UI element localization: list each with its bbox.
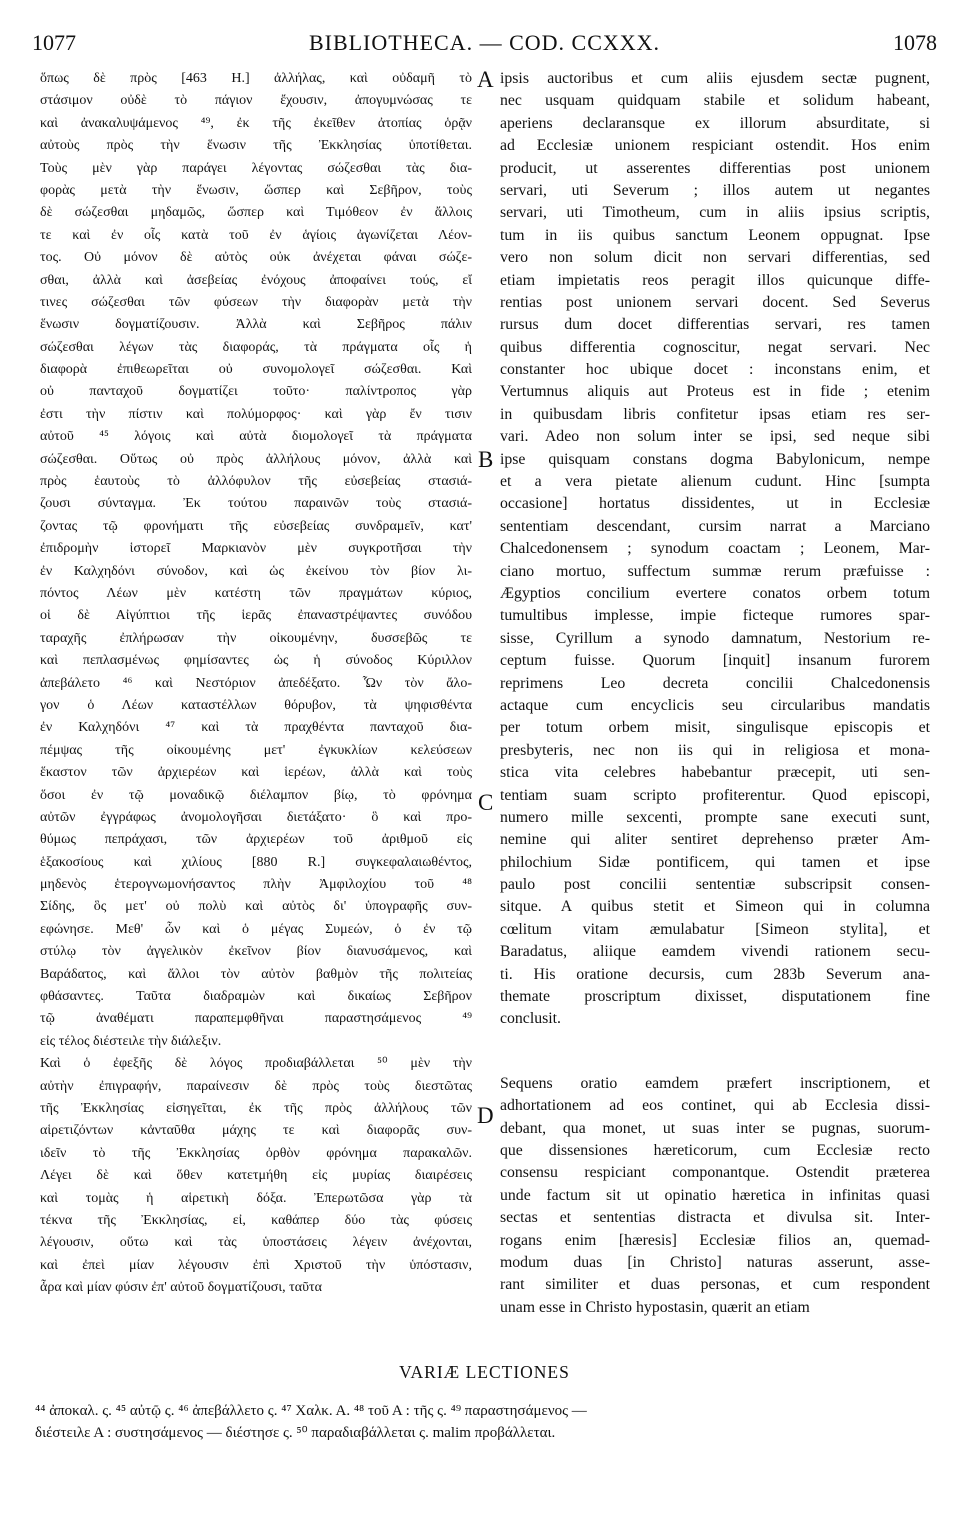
latin-text-line: et a vera pietate alienum cudunt. Hinc [sumpta [500, 473, 930, 491]
latin-text-line: servari, uti Timotheum, cum in aliis ipsius scriptis, [500, 204, 930, 222]
greek-text-line: ἕνωσιν δογματίζουσιν. Ἀλλὰ καὶ Σεβῆρος πάλιν [40, 317, 472, 333]
margin-mark-b: B [478, 447, 494, 472]
greek-text-line: πέμψας τῆς οἰκουμένης μετ' ἐγκυκλίων κελεύσεων [40, 742, 472, 758]
latin-text-line: quibus differentia cognoscitur, negat servari. Nec [500, 338, 930, 356]
greek-text-line: ζουσι σύνταγμα. Ἐκ τούτου παραινῶν τοὺς στασιά- [40, 496, 472, 512]
latin-text-line: nec usquam quidquam stabile et solidum habeant, [500, 92, 930, 110]
latin-text-line: debant, qua monet, ut suas inter se pugnas, suorum- [500, 1119, 930, 1137]
latin-text-line: rant similiter et duas personas, et cum respondent [500, 1276, 930, 1294]
greek-text-line: ἑξακοσίους καὶ χιλίους [880 R.] συγκεφαλαιωθέντος, [40, 854, 472, 870]
greek-text-line: ἆρα καὶ μίαν φύσιν ἐπ' αὐτοῦ δογματίζουσι, ταῦτα [40, 1280, 322, 1296]
latin-text-line: tumultibus implesse, impie ficteque rumores spar- [500, 607, 930, 625]
latin-text-line: vari. Adeo non solum inter se ipsi, sed neque sibi [500, 428, 930, 446]
latin-text-line: consensu respiciant componantque. Ostendit præterea [500, 1164, 930, 1182]
latin-text-line: philochium Sidæ pontificem, qui tamen et ipse [500, 853, 930, 871]
latin-text-line: ciano mortuo, suffectum summæ rerum præfuisse : [500, 562, 930, 580]
latin-text-line: cœlitum vitam æmulabatur [Simeon stylita], et [500, 920, 930, 938]
latin-text-line: constanter hoc ubique docet : inconstans enim, et [500, 361, 930, 379]
latin-text-line: unde factum sit ut opinatio hæretica in infinitas quasi [500, 1186, 930, 1204]
greek-text-line: αὐτοῦ ⁴⁵ λόγοις καὶ αὐτὰ διομολογεῖ τὰ πράγματα [40, 429, 472, 445]
greek-text-line: καὶ τομὰς ἡ αἱρετικὴ δόξα. Ἐπερωτῶσα γὰρ τὰ [40, 1190, 472, 1206]
greek-text-line: σθαι, ἀλλὰ καὶ ἀσεβείας ἐνόχους ἀποφαίνει τούς, εἴ [40, 272, 472, 288]
greek-text-line: μηδενὸς ἑτερογνωμονήσαντος πλὴν Ἀμφιλοχίου τοῦ ⁴⁸ [40, 877, 472, 893]
greek-text-line: σώζεσθαι λέγων τὰς διαφοράς, τὰ πράγματα οἷς ἡ [40, 339, 472, 355]
greek-text-line: τος. Οὐ μόνον δὲ αὐτὸς οὐκ ἀνέχεται φάναι σώζε- [40, 250, 472, 266]
latin-text-line: ceptum fuisse. Quorum [inquit] insanum furorem [500, 652, 930, 670]
latin-text-line: modum duas [in Christo] naturas asserunt, asse- [500, 1253, 930, 1271]
greek-text-line: ἐστι τὴν πίστιν καὶ πολύμορφος· καὶ γὰρ ἔν τισιν [40, 406, 472, 422]
latin-text-line: ipse quisquam constans dogma Babylonicum, nempe [500, 450, 930, 468]
greek-text-line: θύμως πεπράχασι, τῶν ἀρχιερέων τοῦ ἀριθμοῦ εἰς [40, 832, 472, 848]
greek-text-line: καὶ ἐπεὶ μίαν λέγουσιν ἐπὶ Χριστοῦ τὴν ὑπόστασιν, [40, 1257, 472, 1273]
latin-text-line: conclusit. [500, 1010, 561, 1028]
greek-column [40, 68, 472, 1343]
greek-text-line: τινες σώζεσθαι τῶν φύσεων τὴν διαφορὰν μετὰ τὴν [40, 294, 472, 310]
latin-text-line: sectas et sententias distracta et divulsa sit. Inter- [500, 1209, 930, 1227]
latin-text-line: unam esse in Christo hypostasin, quærit an etiam [500, 1298, 810, 1316]
latin-text-line: producit, ut asserentes differentias post unionem [500, 159, 930, 177]
latin-text-line: ipsis auctoribus et cum aliis ejusdem sectæ pugnent, [500, 70, 930, 87]
greek-text-line: στάσιμον οὐδὲ τὸ πάγιον ἔχουσιν, ἀπογυμνώσας τε [40, 93, 472, 109]
greek-text-line: οἱ δὲ Αἰγύπτιοι τῆς ἱερᾶς ἐπαναστρέψαντες συνόδου [40, 608, 472, 624]
greek-text-line: τῆς Ἐκκλησίας εἰσηγεῖται, ἐκ τῆς πρὸς ἀλλήλους τῶν [40, 1100, 472, 1116]
page-header [32, 30, 937, 60]
greek-text-line: Καὶ ὁ ἐφεξῆς δὲ λόγος προδιαβάλλεται ⁵⁰ μὲν τὴν [40, 1056, 472, 1072]
latin-text-line: stica vita celebres habebantur præcepit, uti sen- [500, 764, 930, 782]
variae-lectiones-notes [35, 1400, 935, 1444]
greek-text-line: φθάσαντες. Ταῦτα διαδραμὼν καὶ δικαίως Σεβῆρον [40, 989, 472, 1005]
greek-text-line: λέγουσιν, οὕτω καὶ τὰς ὑποστάσεις λέγειν ἀνέχονται, [40, 1235, 472, 1251]
latin-text-line: Ægyptios concilium evertere conatos orbem totum [500, 584, 930, 602]
greek-text-line: διαφορὰ ἐπιθεωρεῖται οὐ συνομολογεῖ σώζεσθαι. Καὶ [40, 362, 472, 378]
greek-text-line: ιδεῖν τὸ τῆς Ἐκκλησίας ὀρθὸν φρόνημα παρακαλῶν. [40, 1145, 472, 1161]
latin-text-line: rentias post unionem servari docent. Sed Severus [500, 293, 930, 311]
latin-text-line: adhortationem ad eos continet, qui ab Ecclesia dissi- [500, 1097, 930, 1115]
greek-text-line: φορὰς μετὰ τὴν ἕνωσιν, ὥσπερ καὶ Σεβῆρον, τοὺς [40, 182, 472, 198]
greek-text-line: καὶ πεπλασμένως φημίσαντες ὡς ἡ σύνοδος Κύριλλον [40, 653, 472, 669]
latin-text-line: per totum orbem misit, singulisque episcopis et [500, 719, 930, 737]
latin-text-line: Sequens oratio eamdem præfert inscriptionem, et [500, 1074, 930, 1092]
latin-text-line: rogans enim [hæresis] Ecclesiæ filios an, quemad- [500, 1231, 930, 1249]
paragraph-gap [500, 1031, 930, 1073]
latin-text-line: Vertumnus aliquis aut Proteus est in fide ; etenim [500, 383, 930, 401]
latin-text-line: sitque. A quibus stetit et Simeon qui in columna [500, 898, 930, 916]
greek-text-line: εἰς τέλος διέστειλε τὴν διάλεξιν. [40, 1033, 222, 1049]
greek-text-line: ζοντας τῷ φρονήματι τῆς εὐσεβείας συνδραμεῖν, κατ' [40, 518, 472, 534]
greek-text-line: ταραχῆς ἐπλήρωσαν τὴν οἰκουμένην, δυσσεβῶς τε [40, 630, 472, 646]
margin-mark-c: C [478, 790, 494, 815]
greek-text-line: τε καὶ ἐν οἷς κατὰ τοῦ ἐν ἁγίοις ἀγωνίζεται Λέον- [40, 227, 472, 243]
latin-text-line: numero mille sexcenti, prompte sane executi sunt, [500, 808, 930, 826]
greek-text-line: αὐτοὺς πρὸς τὴν ἕνωσιν τῆς Ἐκκλησίας ὑποτίθεται. [40, 138, 472, 154]
greek-text-line: ἕκαστον τῶν ἀρχιερέων καὶ ἱερέων, ἀλλὰ καὶ τοὺς [40, 765, 472, 781]
variae-lectiones-title: VARIÆ LECTIONES [399, 1362, 570, 1382]
latin-text-line: ti. His oratione decursis, cum 283b Severum ana- [500, 965, 930, 983]
left-page-number: 1077 [32, 30, 76, 55]
right-page-number: 1078 [893, 30, 937, 55]
greek-text-line: Τοὺς μὲν γὰρ παράγει λέγοντας σώζεσθαι τὰς δια- [40, 160, 472, 176]
variant-reading-line: ⁴⁴ ἀποκαλ. ς. ⁴⁵ αὐτῷ ς. ⁴⁶ ἀπεβάλλετο ς. ⁴⁷ Χαλκ. Α. ⁴⁸ τοῦ Α : τῆς ς. ⁴⁹ παραστησάμενος — [35, 1403, 587, 1419]
greek-text-line: αὐτὴν ἐπιγραφήν, παραίνεσιν δὲ πρὸς τοὺς διεστῶτας [40, 1078, 472, 1094]
latin-text-line: sententiam descendant, cursim narrat a Marciano [500, 517, 930, 535]
greek-text-line: εφώνησε. Μεθ' ὧν καὶ ὁ μέγας Συμεών, ὁ ἐν τῷ [40, 921, 472, 937]
latin-text-line: vero non solum dicit non servari differentias, sed [500, 249, 930, 267]
latin-text-line: etiam impietatis reos peragit illos quicunque diffe- [500, 271, 930, 289]
margin-mark-d: D [477, 1103, 494, 1128]
margin-mark-a: A [477, 67, 494, 92]
latin-text-line: Chalcedonensem ; synodum coactam ; Leonem, Mar- [500, 540, 930, 558]
greek-text-line: ἀπεβάλετο ⁴⁶ καὶ Νεστόριον ἀπεδέξατο. Ὧν τὸν ἄλο- [40, 675, 472, 691]
latin-text-line: in quibusdam libris confitetur ipsas etiam res ser- [500, 405, 930, 423]
latin-text-line: tentiam suam scripto profiterentur. Quod episcopi, [500, 786, 930, 804]
greek-text-line: καὶ ἀνακαλυψάμενος ⁴⁹, ἐκ τῆς ἐκεῖθεν ἀτοπίας ὁρᾷν [40, 115, 472, 131]
greek-text-line: ἐν Καλχηδόνι σύνοδον, καὶ ὡς ἐκείνου τὸν βίον λι- [40, 563, 472, 579]
greek-text-line: αὐτῶν ἐγγράφως ἀνομολογῆσαι διετάξατο· ὃ καὶ προ- [40, 809, 472, 825]
greek-text-line: γον ὁ Λέων καταστέλλων θόρυβον, τὰ ψηφισθέντα [40, 697, 472, 713]
latin-text-line: themate proscriptum dixisset, disputationem fine [500, 988, 930, 1006]
greek-text-line: Σίδης, ὃς μετ' οὐ πολὺ καὶ αὐτὸς δι' ὑπογραφῆς συν- [40, 899, 472, 915]
greek-text-line: ἐπιδρομὴν ἱστορεῖ Μαρκιανὸν μὲν συγκροτῆσαι τὴν [40, 541, 472, 557]
latin-text-line: Baradatus, aliique eamdem vivendi rationem secu- [500, 943, 930, 961]
latin-text-line: rursus dum docet differentias servari, res tamen [500, 316, 930, 334]
latin-text-line: que dissensiones hæreticorum, cum Ecclesiæ recto [500, 1141, 930, 1159]
greek-text-line: αἱρετιζόντων κἀνταῦθα μάχης τε καὶ διαφορᾶς συν- [40, 1123, 472, 1139]
latin-column [500, 68, 930, 1343]
latin-text-line: presbyteris, nec non iis qui in religiosa et mona- [500, 741, 930, 759]
greek-text-line: οὐ πανταχοῦ δογματίζει τοῦτο· παλίντροπος γὰρ [40, 384, 472, 400]
latin-text-line: occasione] hortatus dissidentes, ut in Ecclesiæ [500, 495, 930, 513]
greek-text-line: τῷ ἀναθέματι παραπεμφθῆναι παραστησάμενος ⁴⁹ [40, 1011, 472, 1027]
greek-text-line: ὅσοι ἐν τῷ μοναδικῷ διέλαμπον βίῳ, τὸ φρόνημα [40, 787, 472, 803]
greek-text-line: πόντος Λέων μὲν κατέστη τῶν πραγμάτων κύριος, [40, 585, 472, 601]
latin-text-line: sisse, Cyrillum a synodo damnatum, Nestorium re- [500, 629, 930, 647]
running-title: BIBLIOTHECA. — COD. CCXXX. [308, 30, 661, 55]
greek-text-line: ὅπως δὲ πρὸς [463 Η.] ἀλλήλας, καὶ οὐδαμῆ τὸ [40, 71, 472, 86]
latin-text-line: reprimens Leo decreta concilii Chalcedonensis [500, 674, 930, 692]
greek-text-line: σώζεσθαι. Οὕτως οὐ πρὸς ἀλλήλους μόνον, ἀλλὰ καὶ [40, 451, 472, 467]
latin-text-line: aperiens declaransque ex illorum absurditate, si [500, 114, 930, 132]
greek-text-line: Βαράδατος, καὶ ἄλλοι τὸν αὐτὸν βαθμὸν τῆς πολιτείας [40, 966, 472, 982]
latin-text-line: tum in iis quibus sanctum Leonem oppugnat. Ipse [500, 226, 930, 244]
greek-text-line: δὲ σώζεσθαι μηδαμῶς, ὥσπερ καὶ Τιμόθεον ἐν ἄλλοις [40, 205, 472, 221]
latin-text-line: nemine qui aliter sentiret deprehenso præter Am- [500, 831, 930, 849]
greek-text-line: πρὸς ἑαυτοὺς τὸ ἀλλόφυλον τῆς εὐσεβείας στασιά- [40, 474, 472, 490]
greek-text-line: τέκνα τῆς Ἐκκλησίας, εἰ, καθάπερ δύο τὰς φύσεις [40, 1212, 472, 1228]
greek-text-line: στύλῳ τὸν ἀγγελικὸν ἐκεῖνον βίον διανυσάμενος, καὶ [40, 944, 472, 960]
variant-reading-line: διέστειλε Α : συστησάμενος — διέστησε ς. ⁵⁰ παραδιαβάλλεται ς. malim προβάλλεται. [35, 1425, 556, 1441]
latin-text-line: servari, uti Severum ; illos autem ut negantes [500, 181, 930, 199]
greek-text-line: ἐν Καλχηδόνι ⁴⁷ καὶ τὰ πραχθέντα πανταχοῦ δια- [40, 720, 472, 736]
latin-text-line: actaque cum encyclicis seu circularibus mandatis [500, 696, 930, 714]
latin-text-line: paulo post concilii sententiæ subscripsit consen- [500, 876, 930, 894]
greek-text-line: Λέγει δὲ καὶ ὅθεν κατετμήθη εἰς μυρίας διαιρέσεις [40, 1168, 472, 1184]
latin-text-line: ad Ecclesiæ unionem respiciant ostendit. Hos enim [500, 137, 930, 155]
